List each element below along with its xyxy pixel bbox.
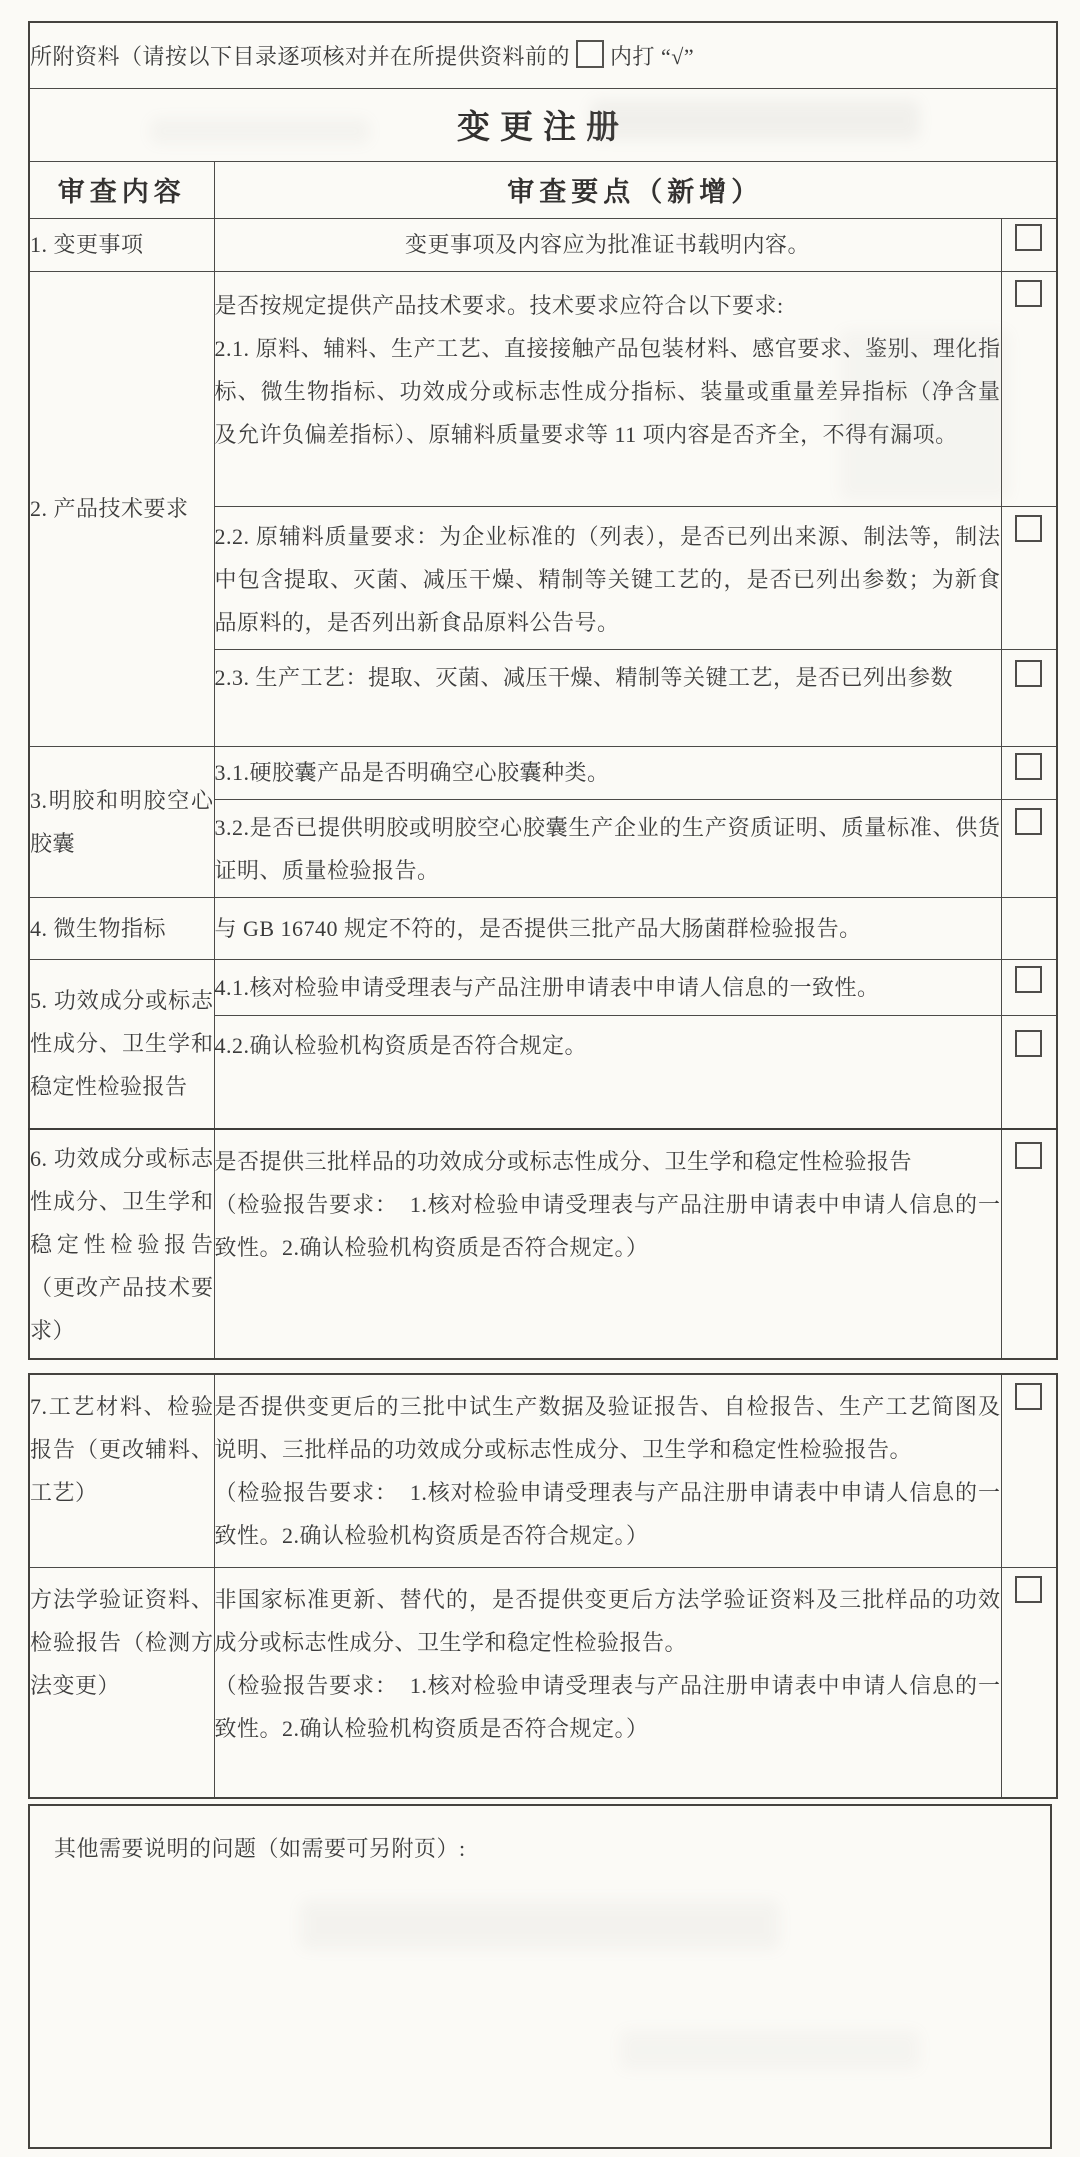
row-label-change-items: 1. 变更事项 — [29, 218, 214, 271]
attached-docs-note — [29, 22, 1057, 88]
checkbox-cell — [1001, 218, 1057, 271]
checkbox[interactable] — [1015, 224, 1042, 251]
scan-artifact — [150, 118, 370, 144]
checkbox[interactable] — [1015, 753, 1042, 780]
row-label-gelatin-capsules: 3.明胶和明胶空心胶囊 — [29, 746, 214, 897]
review-table-main — [28, 21, 1058, 1360]
checkbox[interactable] — [1015, 808, 1042, 835]
checkbox-cell — [1001, 1374, 1057, 1567]
row-content — [214, 1567, 1001, 1798]
review-table-secondary — [28, 1373, 1058, 1799]
scan-artifact — [840, 330, 1010, 500]
content-paragraph: （检验报告要求： 1.核对检验申请受理表与产品注册申请表中申请人信息的一致性。2.确认检验机构资质是否符合规定。） — [214, 1192, 1001, 1260]
column-header-review-content: 审查内容 — [29, 161, 214, 218]
row-label-functional-component-reports-tech-change: 6. 功效成分或标志性成分、卫生学和稳定性检验报告（更改产品技术要求） — [29, 1129, 214, 1359]
other-notes-box[interactable] — [28, 1804, 1052, 2149]
note-text-after: 内打 “√” — [610, 43, 695, 69]
scan-artifact — [300, 1900, 780, 1950]
inline-checkbox-icon — [576, 40, 604, 68]
scan-artifact — [620, 2030, 920, 2070]
row-content — [214, 649, 1001, 746]
row-label-process-materials-reports: 7.工艺材料、检验报告（更改辅料、工艺） — [29, 1374, 214, 1567]
checkbox-cell — [1001, 959, 1057, 1015]
checkbox[interactable] — [1015, 515, 1042, 542]
row-label-functional-component-reports: 5. 功效成分或标志性成分、卫生学和稳定性检验报告 — [29, 959, 214, 1129]
checkbox[interactable] — [1015, 660, 1042, 687]
column-header-review-points: 审查要点（新增） — [214, 161, 1057, 218]
row-label-product-tech-requirements: 2. 产品技术要求 — [29, 271, 214, 746]
content-paragraph: 非国家标准更新、替代的，是否提供变更后方法学验证资料及三批样品的功效成分或标志性成分、卫生学和稳定性检验报告。 — [214, 1586, 1001, 1655]
checkbox-cell — [1001, 746, 1057, 799]
content-paragraph: 是否按规定提供产品技术要求。技术要求应符合以下要求: — [214, 292, 784, 318]
checkbox-cell — [1001, 506, 1057, 649]
row-label-methodology-validation-reports: 方法学验证资料、检验报告（检测方法变更） — [29, 1567, 214, 1798]
checkbox-cell — [1001, 1015, 1057, 1129]
checkbox-cell — [1001, 1567, 1057, 1798]
checkbox[interactable] — [1015, 1383, 1042, 1410]
row-label-microbial-indicators: 4. 微生物指标 — [29, 897, 214, 959]
scan-artifact — [590, 100, 920, 140]
row-content: 3.1.硬胶囊产品是否明确空心胶囊种类。 — [214, 746, 1001, 799]
content-paragraph: 是否提供三批样品的功效成分或标志性成分、卫生学和稳定性检验报告 — [214, 1149, 913, 1174]
row-content — [214, 1129, 1001, 1359]
checkbox[interactable] — [1015, 280, 1042, 307]
other-notes-label: 其他需要说明的问题（如需要可另附页）: — [54, 1836, 466, 1861]
row-content: 变更事项及内容应为批准证书载明内容。 — [214, 218, 1001, 271]
checkbox[interactable] — [1015, 966, 1042, 993]
checkbox[interactable] — [1015, 1142, 1042, 1169]
content-paragraph: 2.1. 原料、辅料、生产工艺、直接接触产品包装材料、感官要求、鉴别、理化指标、微生物指标、功效成分或标志性成分指标、装量或重量差异指标（净含量及允许负偏差指标）、原辅料质量要求等 11 项内容是否齐全，不得有漏项。 — [214, 335, 1001, 447]
row-content: 与 GB 16740 规定不符的，是否提供三批产品大肠菌群检验报告。 — [214, 897, 1001, 959]
content-paragraph: （检验报告要求： 1.核对检验申请受理表与产品注册申请表中申请人信息的一致性。2.确认检验机构资质是否符合规定。） — [214, 1672, 1001, 1741]
content-paragraph: 3.2.是否已提供明胶或明胶空心胶囊生产企业的生产资质证明、质量标准、供货证明、质量检验报告。 — [214, 814, 1001, 883]
form-title: 变更注册 — [29, 88, 1057, 161]
content-paragraph: 是否提供变更后的三批中试生产数据及验证报告、自检报告、生产工艺简图及说明、三批样品的功效成分或标志性成分、卫生学和稳定性检验报告。 — [214, 1394, 1001, 1462]
content-paragraph: （检验报告要求： 1.核对检验申请受理表与产品注册申请表中申请人信息的一致性。2.确认检验机构资质是否符合规定。） — [214, 1480, 1001, 1548]
row-content — [214, 506, 1001, 649]
checkbox-cell — [1001, 1129, 1057, 1359]
note-text-before: 所附资料（请按以下目录逐项核对并在所提供资料前的 — [30, 43, 571, 69]
content-paragraph: 2.2. 原辅料质量要求：为企业标准的（列表），是否已列出来源、制法等，制法中包含提取、灭菌、减压干燥、精制等关键工艺的，是否已列出参数；为新食品原料的，是否列出新食品原料公告号。 — [214, 523, 1001, 635]
checkbox-cell — [1001, 799, 1057, 897]
row-content — [214, 1374, 1001, 1567]
row-content — [214, 799, 1001, 897]
row-content: 4.2.确认检验机构资质是否符合规定。 — [214, 1015, 1001, 1129]
row-content: 4.1.核对检验申请受理表与产品注册申请表中申请人信息的一致性。 — [214, 959, 1001, 1015]
checkbox-cell-empty — [1001, 897, 1057, 959]
checkbox[interactable] — [1015, 1576, 1042, 1603]
checkbox[interactable] — [1015, 1030, 1042, 1057]
content-paragraph: 2.3. 生产工艺：提取、灭菌、减压干燥、精制等关键工艺，是否已列出参数 — [214, 664, 954, 690]
checkbox-cell — [1001, 649, 1057, 746]
